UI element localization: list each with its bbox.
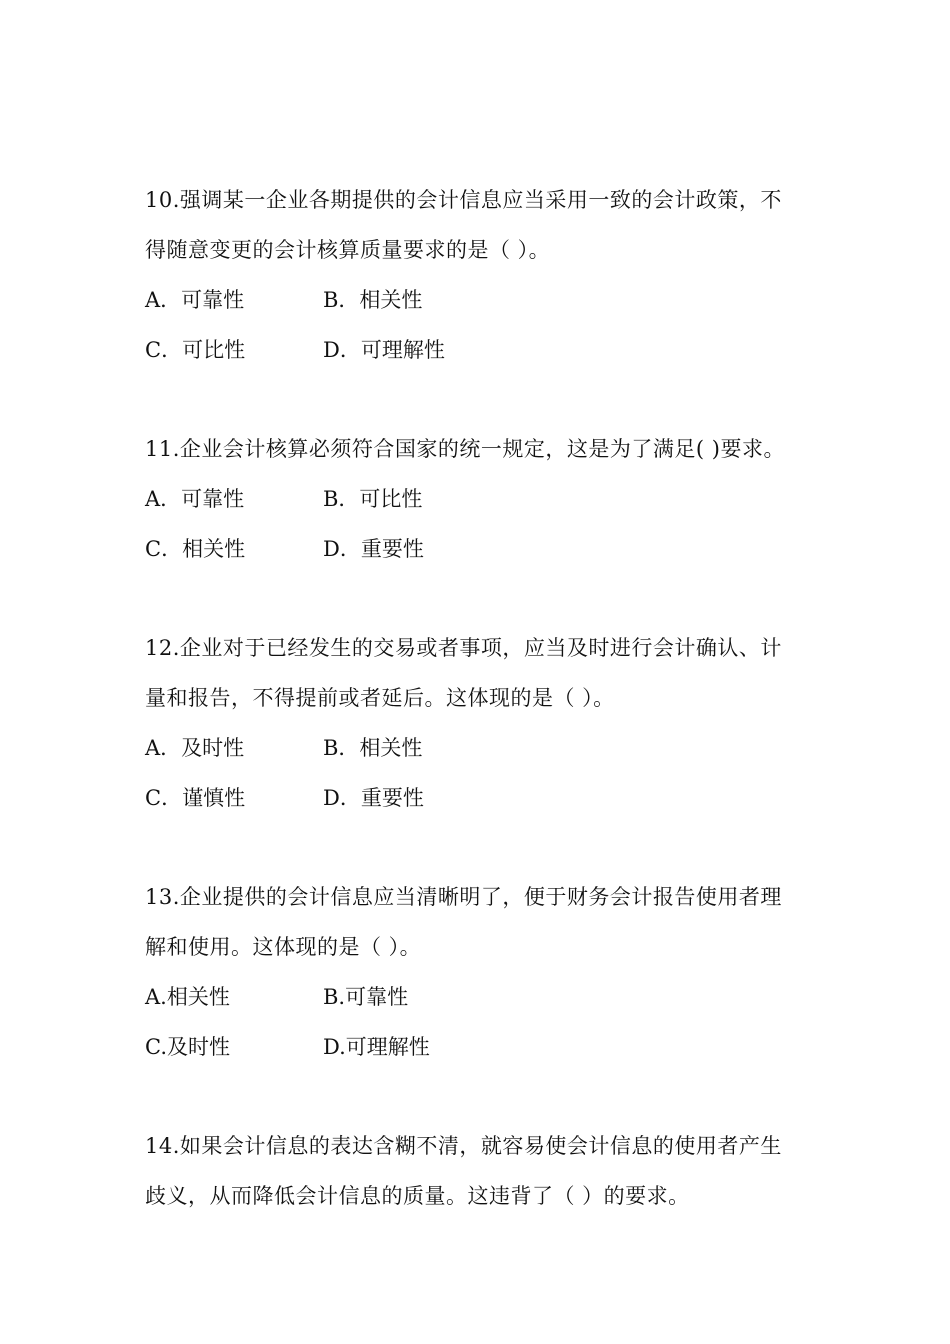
- question-text-line: 12.企业对于已经发生的交易或者事项，应当及时进行会计确认、计: [145, 636, 782, 660]
- option-a: A.相关性: [145, 985, 230, 1009]
- question-text-line: 13.企业提供的会计信息应当清晰明了，便于财务会计报告使用者理: [145, 885, 782, 909]
- question-12: [145, 623, 815, 823]
- option-b: B．相关性: [323, 288, 423, 312]
- question-13: [145, 872, 815, 1072]
- option-a: A．及时性: [145, 736, 245, 760]
- question-14: [145, 1121, 815, 1221]
- option-b: B.可靠性: [323, 985, 409, 1009]
- option-d: D.可理解性: [323, 1035, 430, 1059]
- option-c: C．相关性: [145, 537, 246, 561]
- question-text-line: 歧义，从而降低会计信息的质量。这违背了（ ）的要求。: [145, 1184, 690, 1208]
- question-text-line: 10.强调某一企业各期提供的会计信息应当采用一致的会计政策，不: [145, 188, 782, 212]
- option-d: D．重要性: [323, 786, 424, 810]
- question-text-line: 14.如果会计信息的表达含糊不清，就容易使会计信息的使用者产生: [145, 1134, 782, 1158]
- option-c: C.及时性: [145, 1035, 230, 1059]
- option-c: C．可比性: [145, 338, 246, 362]
- question-text-line: 11.企业会计核算必须符合国家的统一规定，这是为了满足( )要求。: [145, 437, 785, 461]
- question-11: [145, 424, 815, 574]
- option-c: C．谨慎性: [145, 786, 246, 810]
- option-d: D．重要性: [323, 537, 424, 561]
- option-row: [145, 325, 815, 375]
- option-row: [145, 275, 815, 325]
- question-10: [145, 175, 815, 375]
- option-b: B．相关性: [323, 736, 423, 760]
- option-row: [145, 773, 815, 823]
- question-text-line: 量和报告，不得提前或者延后。这体现的是（ ）。: [145, 686, 615, 710]
- option-row: [145, 723, 815, 773]
- option-row: [145, 524, 815, 574]
- option-d: D．可理解性: [323, 338, 445, 362]
- option-b: B．可比性: [323, 487, 423, 511]
- question-text-line: 得随意变更的会计核算质量要求的是（ ）。: [145, 238, 551, 262]
- question-text-line: 解和使用。这体现的是（ ）。: [145, 935, 422, 959]
- option-a: A．可靠性: [145, 288, 245, 312]
- option-a: A．可靠性: [145, 487, 245, 511]
- option-row: [145, 1022, 815, 1072]
- option-row: [145, 474, 815, 524]
- option-row: [145, 972, 815, 1022]
